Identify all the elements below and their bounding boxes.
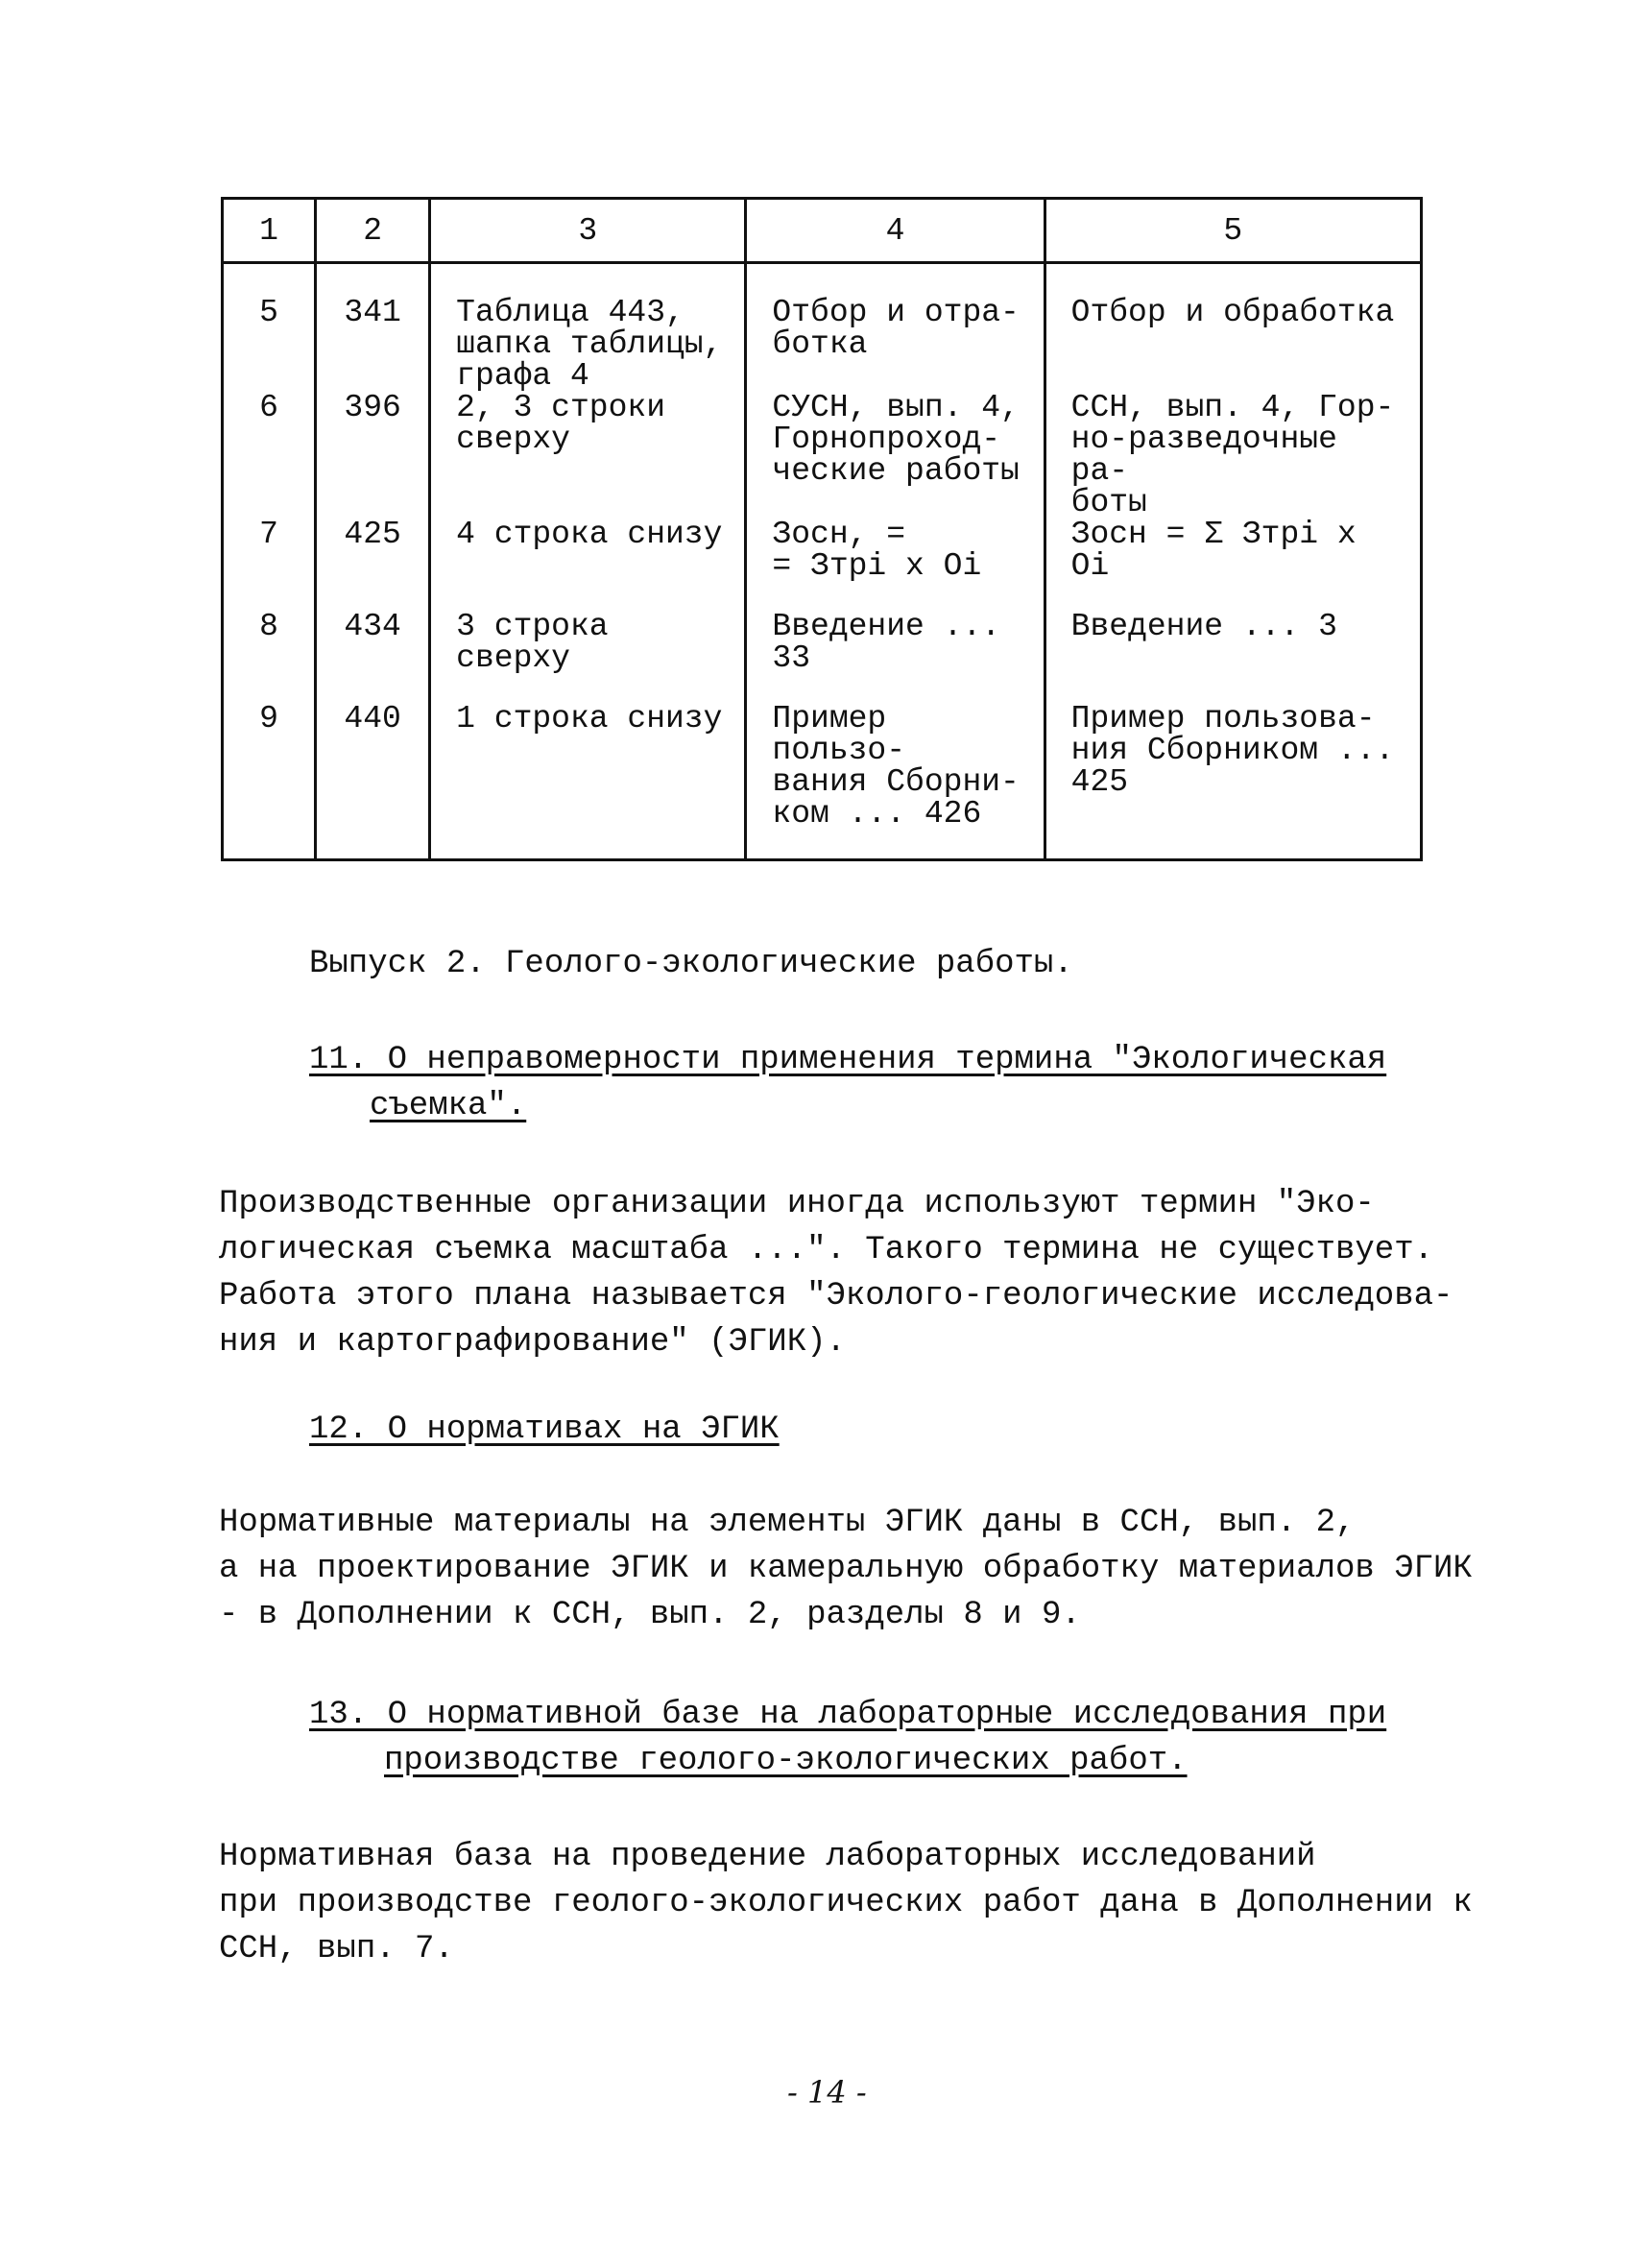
printed-cell: Пример пользо- вания Сборни- ком ... 426	[746, 703, 1045, 860]
printed-cell: СУСН, вып. 4, Горнопроход- ческие работы	[746, 392, 1045, 519]
corrected-cell: Отбор и обработка	[1045, 263, 1421, 393]
section-12-body: Нормативные материалы на элементы ЭГИК даны в ССН, вып. 2, а на проектирование ЭГИК и камеральную обработку материалов ЭГИК - в Дополнении к ССН, вып. 2, разделы 8 и 9.	[219, 1505, 1473, 1633]
table-row	[223, 392, 1422, 519]
printed-cell: Отбор и отра- ботка	[746, 263, 1045, 393]
section-13-heading: 13. О нормативной базе на лабораторные исследования при	[309, 1697, 1387, 1733]
page-ref: 341	[316, 263, 430, 393]
page-number: - 14 -	[787, 2074, 867, 2111]
printed-cell: Зосн, = = Зтрi х Оi	[746, 519, 1045, 611]
section-11-body: Производственные организации иногда используют термин "Эко- логическая съемка масштаба ...". Такого термина не существует. Работа этого плана называется "Эколого-геологические исследова- ния и картографирование" (ЭГИК).	[219, 1186, 1453, 1361]
page-ref: 440	[316, 703, 430, 860]
table-header-cell: 1	[223, 199, 316, 263]
table-header-cell: 2	[316, 199, 430, 263]
table-row	[223, 611, 1422, 703]
location-cell: 1 строка снизу	[430, 703, 746, 860]
table-row	[223, 519, 1422, 611]
row-number: 9	[223, 703, 316, 860]
page-ref: 434	[316, 611, 430, 703]
section-11-heading-cont: съемка".	[370, 1088, 527, 1124]
section-13-heading-cont: производстве геолого-экологических работ.	[384, 1743, 1188, 1779]
row-number: 7	[223, 519, 316, 611]
section-12-heading: 12. О нормативах на ЭГИК	[309, 1411, 780, 1448]
section-13-body: Нормативная база на проведение лабораторных исследований при производстве геолого-экологических работ дана в Дополнении к ССН, вып. 7.	[219, 1839, 1473, 1967]
page-ref: 396	[316, 392, 430, 519]
table-header-cell: 5	[1045, 199, 1421, 263]
printed-cell: Введение ... 33	[746, 611, 1045, 703]
row-number: 8	[223, 611, 316, 703]
corrected-cell: ССН, вып. 4, Гор- но-разведочные ра- боты	[1045, 392, 1421, 519]
table-row	[223, 263, 1422, 393]
table-header-cell: 3	[430, 199, 746, 263]
location-cell: 2, 3 строки сверху	[430, 392, 746, 519]
errata-table	[221, 197, 1423, 861]
corrected-cell: Пример пользова- ния Сборником ... 425	[1045, 703, 1421, 860]
corrected-cell: Зосн = Σ Зтрi х Оi	[1045, 519, 1421, 611]
location-cell: 3 строка сверху	[430, 611, 746, 703]
issue-title: Выпуск 2. Геолого-экологические работы.	[309, 946, 1073, 982]
table-row	[223, 703, 1422, 860]
section-11-heading: 11. О неправомерности применения термина "Экологическая	[309, 1042, 1387, 1078]
location-cell: 4 строка снизу	[430, 519, 746, 611]
page-ref: 425	[316, 519, 430, 611]
table-header-cell: 4	[746, 199, 1045, 263]
corrected-cell: Введение ... 3	[1045, 611, 1421, 703]
location-cell: Таблица 443, шапка таблицы, графа 4	[430, 263, 746, 393]
row-number: 6	[223, 392, 316, 519]
row-number: 5	[223, 263, 316, 393]
table-header-row	[223, 199, 1422, 263]
